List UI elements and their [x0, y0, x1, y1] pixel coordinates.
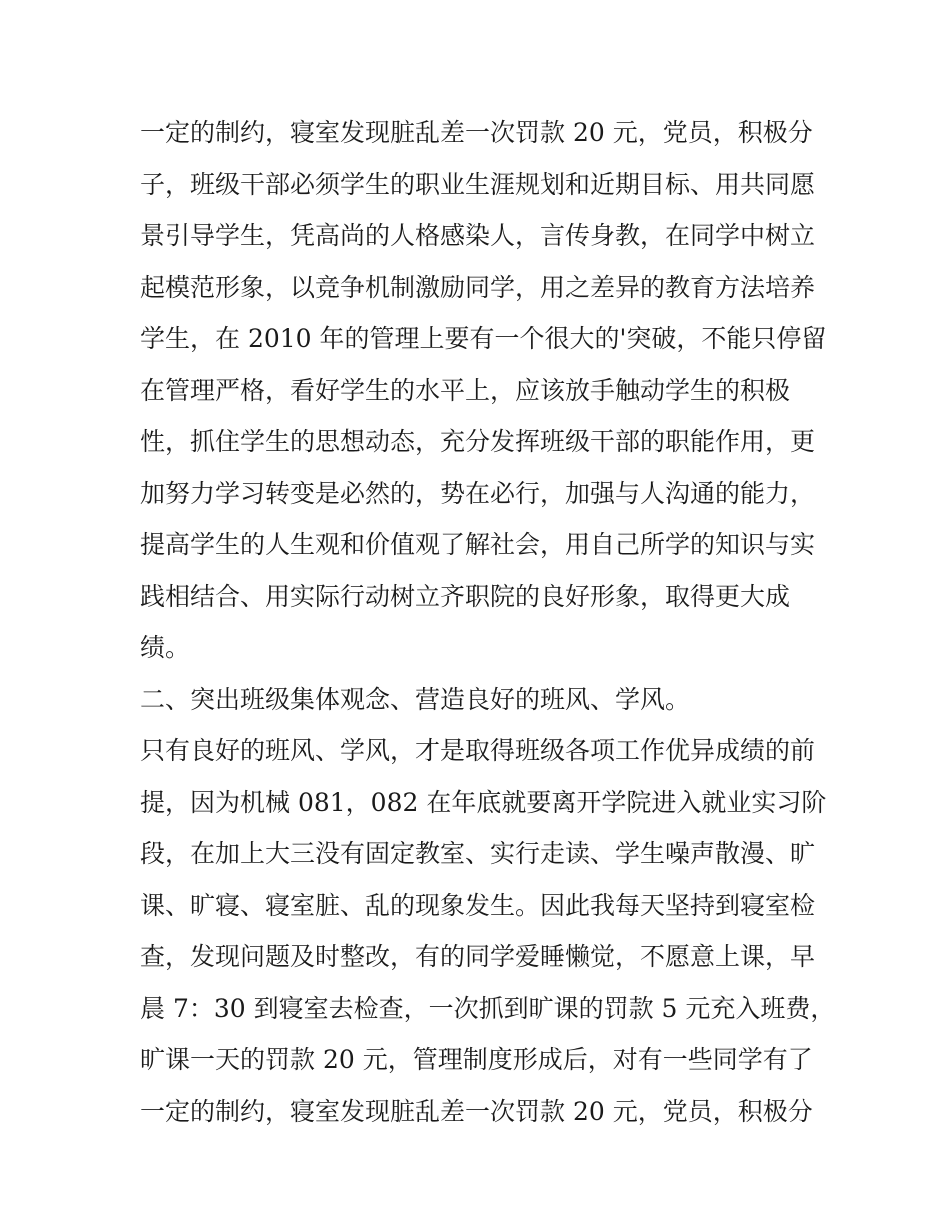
text-line: 绩。: [140, 633, 191, 662]
text-line: 践相结合、用实际行动树立齐职院的良好形象，取得更大成: [140, 581, 791, 611]
text-line: 一定的制约，寝室发现脏乱差一次罚款 20 元，党员，积极分: [140, 118, 813, 147]
text-line: 只有良好的班风、学风，才是取得班级各项工作优异成绩的前: [140, 736, 816, 765]
text-line: 加努力学习转变是必然的，势在必行，加强与人沟通的能力，: [140, 478, 816, 508]
text-line: 起模范形象，以竞争机制激励同学，用之差异的教育方法培养: [140, 272, 816, 302]
text-line: 性，抓住学生的思想动态，充分发挥班级干部的职能作用，更: [140, 427, 816, 456]
text-line: 在管理严格，看好学生的水平上，应该放手触动学生的积极: [140, 375, 791, 405]
text-line: 学生，在 2010 年的管理上要有一个很大的'突破，不能只停留: [140, 324, 827, 353]
text-line: 晨 7：30 到寝室去检查，一次抓到旷课的罚款 5 元充入班费，: [140, 993, 836, 1023]
body-text: [140, 107, 836, 1137]
text-line: 段，在加上大三没有固定教室、实行走读、学生噪声散漫、旷: [140, 839, 816, 868]
text-line: 提，因为机械 081，082 在年底就要离开学院进入就业实习阶: [140, 787, 827, 817]
text-line: 查，发现问题及时整改，有的同学爱睡懒觉，不愿意上课，早: [140, 942, 816, 971]
text-line: 提高学生的人生观和价值观了解社会，用自己所学的知识与实: [140, 530, 816, 559]
text-line: 一定的制约，寝室发现脏乱差一次罚款 20 元，党员，积极分: [140, 1096, 813, 1126]
text-line: 课、旷寝、寝室脏、乱的现象发生。因此我每天坚持到寝室检: [140, 890, 816, 920]
text-line: 子，班级干部必须学生的职业生涯规划和近期目标、用共同愿: [140, 169, 816, 199]
text-line: 旷课一天的罚款 20 元，管理制度形成后，对有一些同学有了: [140, 1045, 813, 1074]
section-heading: 二、突出班级集体观念、营造良好的班风、学风。: [140, 684, 691, 714]
text-line: 景引导学生，凭高尚的人格感染人，言传身教，在同学中树立: [140, 221, 816, 250]
